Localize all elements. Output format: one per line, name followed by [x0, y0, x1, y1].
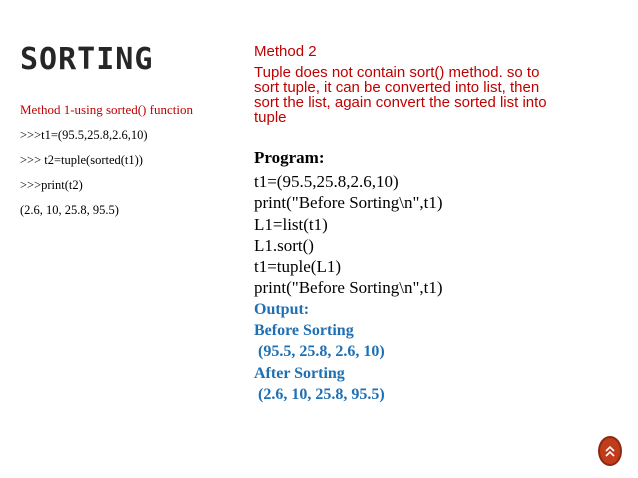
code-line: L1=list(t1)	[254, 214, 328, 234]
method-1-line: >>>print(t2)	[20, 178, 83, 192]
code-line: L1.sort()	[254, 235, 314, 255]
output-label: Output:	[254, 300, 310, 318]
output-line: Before Sorting	[254, 322, 354, 340]
description-line: Tuple does not contain sort() method. so to	[254, 64, 540, 81]
method-2-title: Method 2	[254, 43, 317, 60]
description-line: sort tuple, it can be converted into list, then	[254, 79, 540, 96]
output-line: (2.6, 10, 25.8, 95.5)	[254, 385, 385, 403]
code-line: t1=tuple(L1)	[254, 257, 342, 277]
code-line: print("Before Sorting\n",t1)	[254, 278, 443, 298]
method-2-section	[254, 44, 624, 405]
code-line: t1=(95.5,25.8,2.6,10)	[254, 172, 399, 191]
slide-title: SORTING	[20, 42, 154, 77]
method-1-line: (2.6, 10, 25.8, 95.5)	[20, 203, 119, 217]
method-1-section	[20, 102, 240, 228]
description-line: sort the list, again convert the sorted list into	[254, 94, 547, 111]
method-2-description	[254, 65, 624, 125]
method-1-line: >>> t2=tuple(sorted(t1))	[20, 153, 143, 167]
program-label: Program:	[254, 148, 325, 167]
code-line: print("Before Sorting\n",t1)	[254, 193, 443, 213]
output-line: After Sorting	[254, 364, 345, 382]
output-line: (95.5, 25.8, 2.6, 10)	[254, 343, 385, 361]
method-1-heading: Method 1-using sorted() function	[20, 102, 193, 117]
double-chevron-up-icon	[604, 443, 616, 459]
method-1-line: >>>t1=(95.5,25.8,2.6,10)	[20, 128, 148, 142]
description-line: tuple	[254, 109, 287, 126]
scroll-top-button[interactable]	[598, 436, 622, 466]
